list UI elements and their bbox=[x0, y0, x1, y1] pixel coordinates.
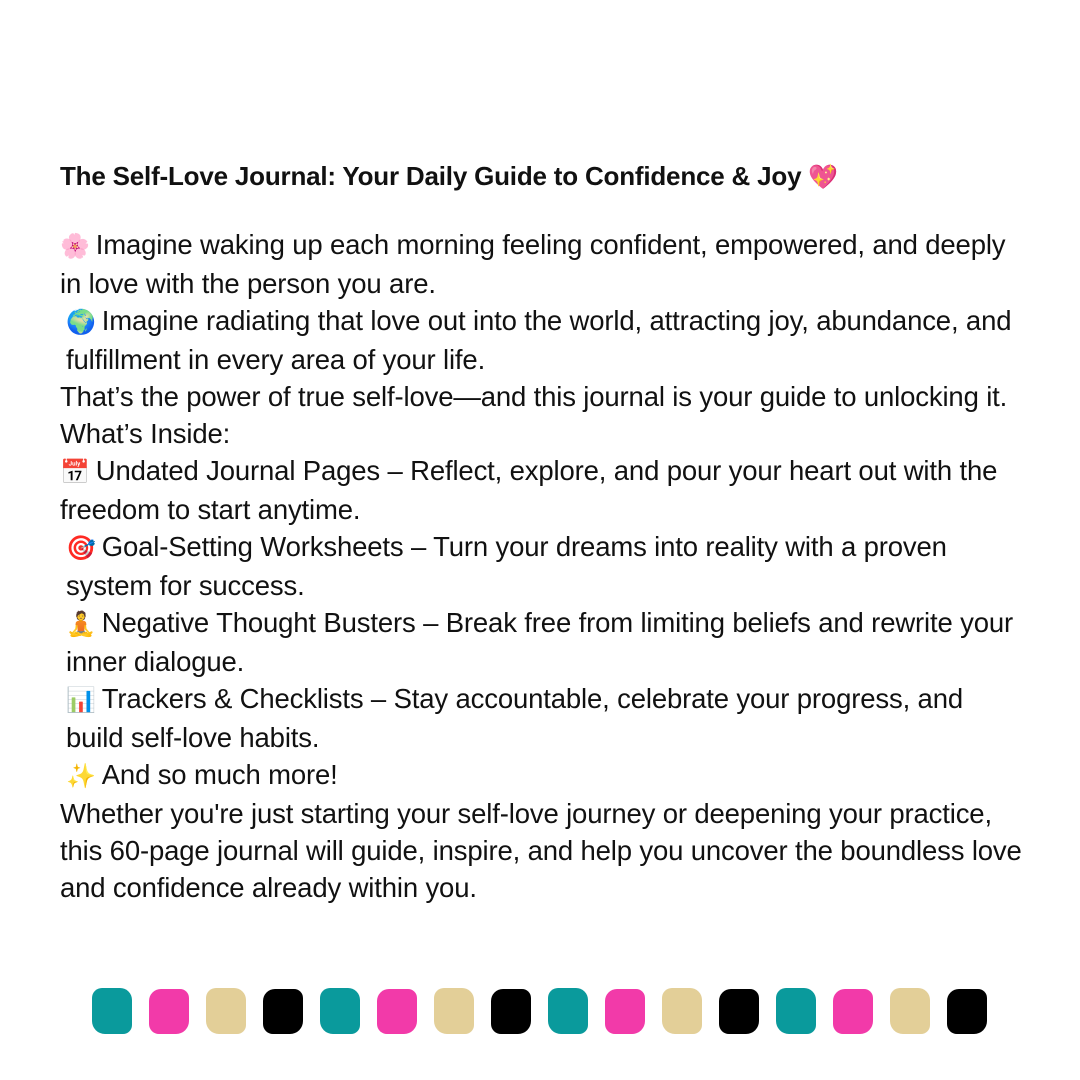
feature-goal-setting: 🎯 Goal-Setting Worksheets – Turn your dreams into reality with a proven system for success. bbox=[66, 531, 947, 601]
color-swatch bbox=[719, 989, 759, 1034]
line-power-of-self-love: That’s the power of true self-love—and this journal is your guide to unlocking it. bbox=[60, 381, 1008, 412]
color-swatch bbox=[605, 989, 645, 1034]
color-swatch bbox=[662, 988, 702, 1034]
sparkles-icon: ✨ bbox=[66, 763, 96, 790]
color-swatch bbox=[377, 989, 417, 1034]
feature-thought-busters: 🧘 Negative Thought Busters – Break free from limiting beliefs and rewrite your inner dialogue. bbox=[66, 607, 1014, 677]
blossom-icon: 🌸 bbox=[60, 233, 90, 260]
color-swatch bbox=[947, 989, 987, 1034]
description bbox=[60, 226, 1025, 906]
closing-paragraph: Whether you're just starting your self-love journey or deepening your practice, this 60-page journal will guide, inspire, and help you uncover the boundless love and confidence already within you. bbox=[60, 798, 1022, 903]
feature-trackers: 📊 Trackers & Checklists – Stay accountable, celebrate your progress, and build self-love habits. bbox=[66, 683, 963, 753]
calendar-icon: 📅 bbox=[60, 459, 90, 486]
color-swatch bbox=[263, 989, 303, 1034]
feature-undated-pages: 📅 Undated Journal Pages – Reflect, explore, and pour your heart out with the freedom to start anytime. bbox=[60, 455, 998, 525]
target-icon: 🎯 bbox=[66, 535, 96, 562]
globe-icon: 🌍 bbox=[66, 309, 96, 336]
line-imagine-waking: 🌸 Imagine waking up each morning feeling confident, empowered, and deeply in love with the person you are. bbox=[60, 229, 1006, 299]
meditation-icon: 🧘 bbox=[66, 611, 96, 638]
title-text: The Self-Love Journal: Your Daily Guide to Confidence & Joy bbox=[60, 161, 802, 191]
feature-more: ✨ And so much more! bbox=[60, 756, 1025, 795]
sparkling-heart-icon: 💖 bbox=[808, 164, 839, 191]
section-heading-whats-inside: What’s Inside: bbox=[60, 418, 231, 449]
color-swatch-row bbox=[92, 988, 992, 1036]
journal-title bbox=[60, 150, 1025, 204]
line-imagine-radiating: 🌍 Imagine radiating that love out into the world, attracting joy, abundance, and fulfillment in every area of your life. bbox=[66, 305, 1012, 375]
color-swatch bbox=[548, 988, 588, 1034]
color-swatch bbox=[149, 989, 189, 1034]
color-swatch bbox=[890, 988, 930, 1034]
color-swatch bbox=[92, 988, 132, 1034]
color-swatch bbox=[491, 989, 531, 1034]
color-swatch bbox=[320, 988, 360, 1034]
color-swatch bbox=[206, 988, 246, 1034]
color-swatch bbox=[776, 988, 816, 1034]
color-swatch bbox=[833, 989, 873, 1034]
bar-chart-icon: 📊 bbox=[66, 687, 96, 714]
color-swatch bbox=[434, 988, 474, 1034]
post-content bbox=[60, 150, 1025, 906]
